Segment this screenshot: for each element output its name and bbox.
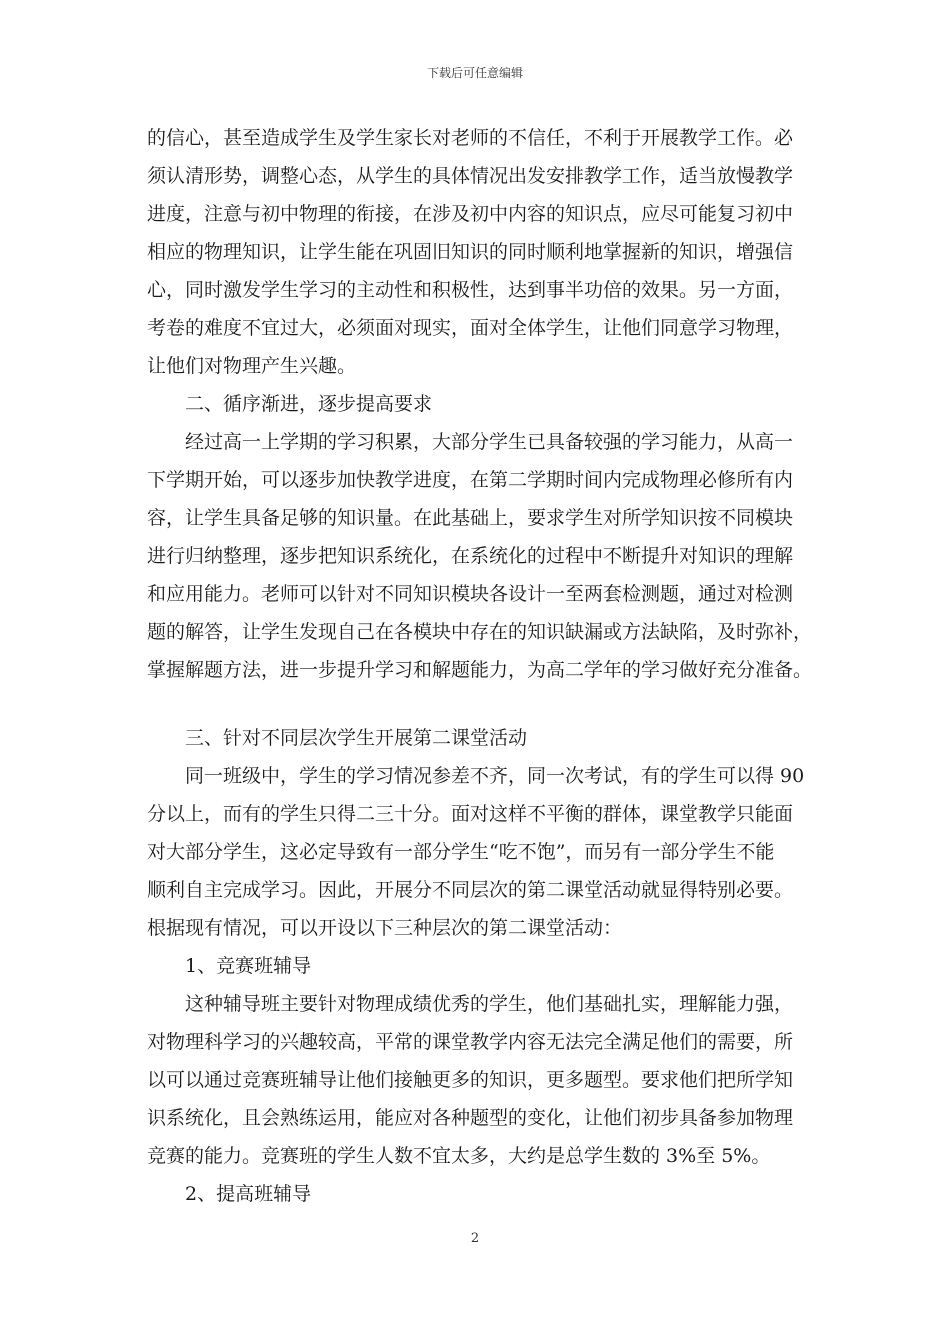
text-line: 的信心，甚至造成学生及学生家长对老师的不信任，不利于开展教学工作。必 bbox=[147, 127, 794, 149]
subsection-heading: 2、提高班辅导 bbox=[185, 1183, 312, 1205]
paragraph bbox=[147, 423, 819, 689]
text-line: 竞赛的能力。竞赛班的学生人数不宜太多，大约是总学生数的 3%至 5%。 bbox=[147, 1145, 771, 1167]
paragraph-gap bbox=[147, 689, 819, 719]
text-line: 对大部分学生，这必定导致有一部分学生“吃不饱”，而另有一部分学生不能 bbox=[147, 841, 775, 863]
text-line: 这种辅导班主要针对物理成绩优秀的学生，他们基础扎实，理解能力强， bbox=[185, 993, 794, 1015]
text-line: 进行归纳整理，逐步把知识系统化，在系统化的过程中不断提升对知识的理解 bbox=[147, 545, 794, 567]
text-line: 识系统化，且会熟练运用，能应对各种题型的变化，让他们初步具备参加物理 bbox=[147, 1107, 794, 1129]
text-line: 根据现有情况，可以开设以下三种层次的第二课堂活动： bbox=[147, 917, 623, 939]
text-line: 相应的物理知识，让学生能在巩固旧知识的同时顺利地掌握新的知识，增强信 bbox=[147, 241, 794, 263]
paragraph bbox=[147, 757, 819, 947]
subsection-heading: 1、竞赛班辅导 bbox=[185, 955, 312, 977]
text-line: 让他们对物理产生兴趣。 bbox=[147, 355, 357, 377]
text-line: 掌握解题方法，进一步提升学习和解题能力，为高二学年的学习做好充分准备。 bbox=[147, 659, 813, 681]
text-line: 对物理科学习的兴趣较高，平常的课堂教学内容无法完全满足他们的需要，所 bbox=[147, 1031, 794, 1053]
document-body bbox=[147, 119, 819, 1213]
text-line: 须认清形势，调整心态，从学生的具体情况出发安排教学工作，适当放慢教学 bbox=[147, 165, 794, 187]
text-line: 题的解答，让学生发现自己在各模块中存在的知识缺漏或方法缺陷，及时弥补， bbox=[147, 621, 813, 643]
section-heading: 三、针对不同层次学生开展第二课堂活动 bbox=[185, 727, 528, 749]
text-line: 下学期开始，可以逐步加快教学进度，在第二学期时间内完成物理必修所有内 bbox=[147, 469, 794, 491]
page-number: 2 bbox=[470, 1231, 480, 1246]
page-header: 下载后可任意编辑 bbox=[426, 66, 523, 80]
paragraph bbox=[147, 985, 819, 1175]
text-line: 顺利自主完成学习。因此，开展分不同层次的第二课堂活动就显得特别必要。 bbox=[147, 879, 794, 901]
text-line: 以可以通过竞赛班辅导让他们接触更多的知识，更多题型。要求他们把所学知 bbox=[147, 1069, 794, 1091]
text-line: 考卷的难度不宜过大，必须面对现实，面对全体学生，让他们同意学习物理， bbox=[147, 317, 794, 339]
text-line: 心，同时激发学生学习的主动性和积极性，达到事半功倍的效果。另一方面， bbox=[147, 279, 794, 301]
section-heading: 二、循序渐进，逐步提高要求 bbox=[185, 393, 433, 415]
text-line: 经过高一上学期的学习积累，大部分学生已具备较强的学习能力，从高一 bbox=[185, 431, 794, 453]
text-line: 同一班级中，学生的学习情况参差不齐，同一次考试，有的学生可以得 90 bbox=[185, 765, 805, 787]
text-line: 和应用能力。老师可以针对不同知识模块各设计一至两套检测题，通过对检测 bbox=[147, 583, 794, 605]
text-line: 进度，注意与初中物理的衔接，在涉及初中内容的知识点，应尽可能复习初中 bbox=[147, 203, 794, 225]
text-line: 分以上，而有的学生只得二三十分。面对这样不平衡的群体，课堂教学只能面 bbox=[147, 803, 794, 825]
text-line: 容，让学生具备足够的知识量。在此基础上，要求学生对所学知识按不同模块 bbox=[147, 507, 794, 529]
paragraph bbox=[147, 119, 819, 385]
